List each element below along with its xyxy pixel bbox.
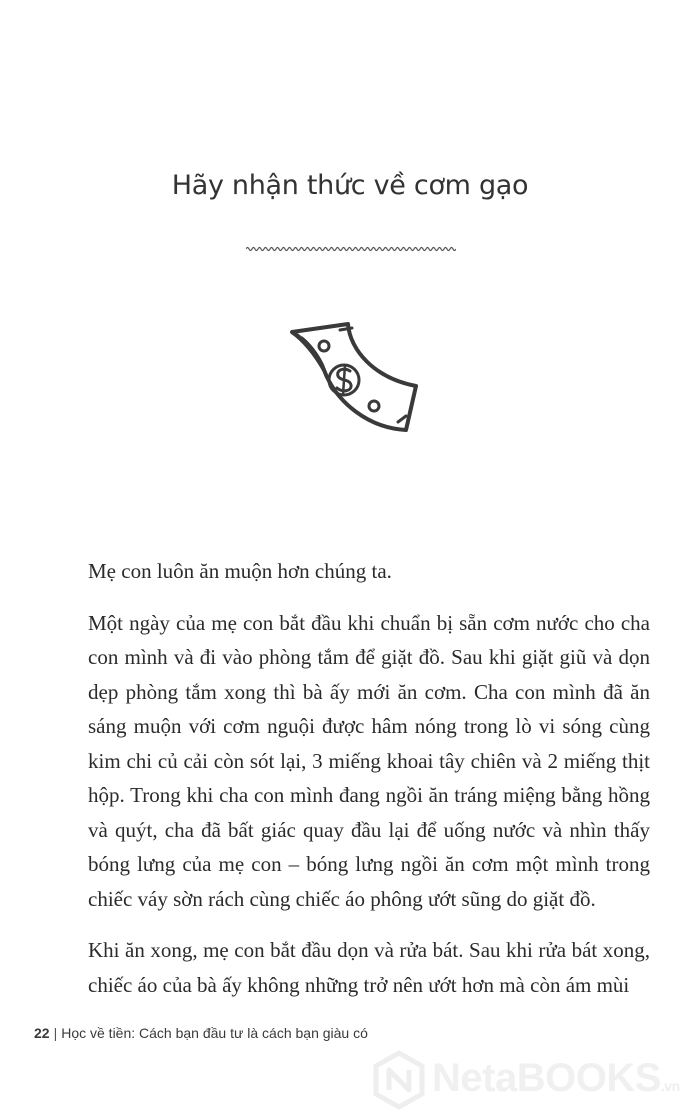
- page-number: 22: [34, 1025, 50, 1041]
- chapter-title: Hãy nhận thức về cơm gạo: [171, 170, 529, 201]
- watermark-brand: NetaBOOKS: [432, 1056, 661, 1100]
- footer-separator: |: [53, 1025, 58, 1041]
- page-footer: [34, 1025, 368, 1041]
- watermark-logo: [372, 1048, 700, 1114]
- body-text: [88, 554, 650, 1019]
- watermark-text: [432, 1056, 680, 1101]
- paragraph: Một ngày của mẹ con bắt đầu khi chuẩn bị sẵn cơm nước cho cha con mình và đi vào phòng tắm để giặt đồ. Sau khi giặt giũ và dọn dẹp phòng tắm xong thì bà ấy mới ăn cơm. Cha con mình đã ăn sáng muộn với cơm nguội được hâm nóng trong lò vi sóng cùng kim chi củ cải còn sót lại, 3 miếng khoai tây chiên và 2 miếng thịt hộp. Trong khi cha con mình đang ngồi ăn tráng miệng bằng hồng và quýt, cha đã bất giác quay đầu lại để uống nước và nhìn thấy bóng lưng của mẹ con – bóng lưng ngồi ăn cơm một mình trong chiếc váy sờn rách cùng chiếc áo phông ướt sũng do giặt đồ.: [88, 610, 650, 911]
- brand-logo-icon: [372, 1050, 426, 1110]
- paragraph: Mẹ con luôn ăn muộn hơn chúng ta.: [88, 559, 392, 583]
- watermark-suffix: .vn: [660, 1078, 680, 1094]
- paragraph: Khi ăn xong, mẹ con bắt đầu dọn và rửa bát. Sau khi rửa bát xong, chiếc áo của bà ấy không những trở nên ướt hơn mà còn ám mùi: [88, 938, 650, 997]
- dollar-bill-icon: [286, 320, 426, 438]
- wavy-divider: [246, 244, 456, 254]
- book-title: Học về tiền: Cách bạn đầu tư là cách bạn giàu có: [61, 1025, 368, 1041]
